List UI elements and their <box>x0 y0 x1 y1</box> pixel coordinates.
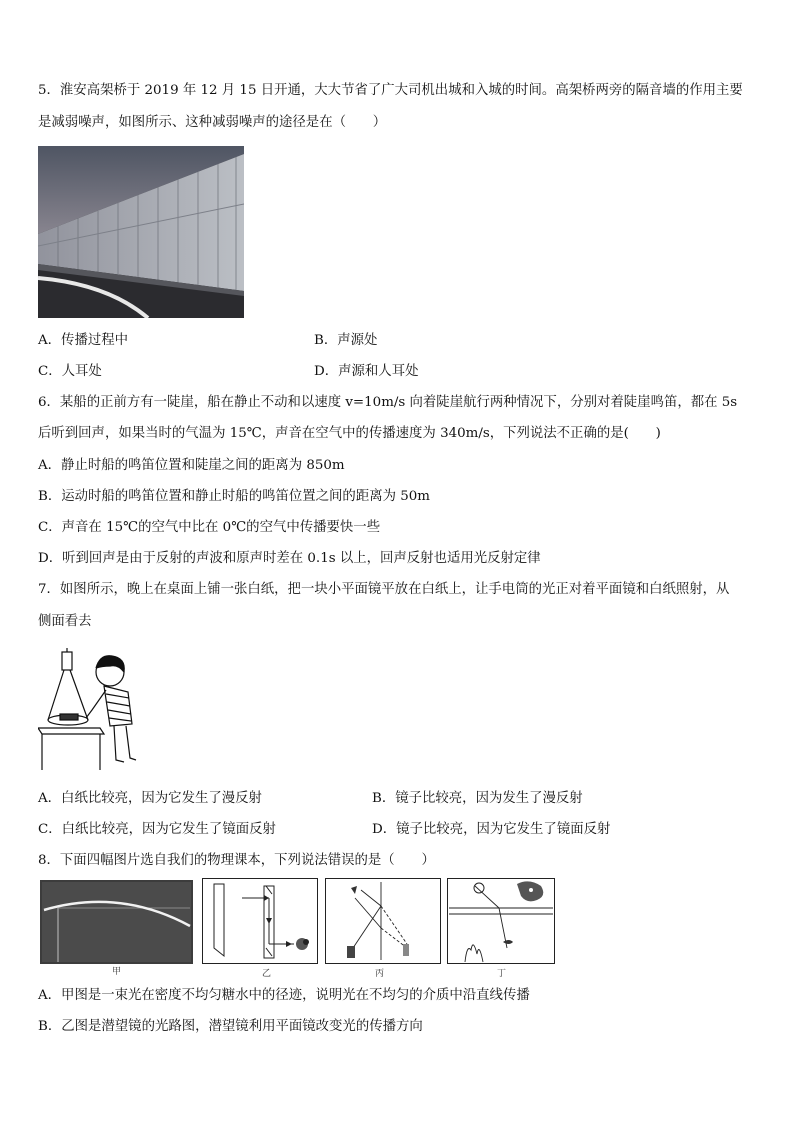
q5-option-b[interactable]: B．声源处 <box>314 333 378 348</box>
q6-option-a[interactable]: A．静止时船的鸣笛位置和陡崖之间的距离为 850m <box>38 458 345 473</box>
q5-option-d[interactable]: D．声源和人耳处 <box>314 364 419 379</box>
figure-jia-caption: 甲 <box>112 967 122 977</box>
q6-stem-line2: 后听到回声，如果当时的气温为 15℃，声音在空气中的传播速度为 340m/s，下列说法不正确的是( ) <box>38 426 661 441</box>
q6-option-b[interactable]: B．运动时船的鸣笛位置和静止时船的鸣笛位置之间的距离为 50m <box>38 489 430 504</box>
q8-option-a[interactable]: A．甲图是一束光在密度不均匀糖水中的径迹，说明光在不均匀的介质中沿直线传播 <box>38 988 530 1003</box>
figure-bing-reflection <box>325 878 441 964</box>
q6-option-c[interactable]: C．声音在 15℃的空气中比在 0℃的空气中传播要快一些 <box>38 520 381 535</box>
q5-option-c[interactable]: C．人耳处 <box>38 364 102 379</box>
q6-stem-line1: 6．某船的正前方有一陡崖，船在静止不动和以速度 v=10m/s 向着陡崖航行两种情况下，分别对着陡崖鸣笛，都在 5s <box>38 395 738 410</box>
q7-option-c[interactable]: C．白纸比较亮，因为它发生了镜面反射 <box>38 822 276 837</box>
q8-stem-line1: 8．下面四幅图片选自我们的物理课本，下列说法错误的是（ ） <box>38 853 435 868</box>
figure-yi-caption: 乙 <box>262 969 272 979</box>
q5-stem-line1: 5．淮安高架桥于 2019 年 12 月 15 日开通，大大节省了广大司机出城和入城的时间。高架桥两旁的隔音墙的作用主要 <box>38 83 743 98</box>
figure-yi-periscope <box>202 878 318 964</box>
noise-barrier-photo <box>38 146 244 318</box>
figure-jia-light-in-sugar-water <box>40 880 193 964</box>
figure-ding-refraction <box>447 878 555 964</box>
q6-option-d[interactable]: D．听到回声是由于反射的声波和原声时差在 0.1s 以上，回声反射也适用光反射定律 <box>38 551 541 566</box>
q8-option-b[interactable]: B．乙图是潜望镜的光路图，潜望镜利用平面镜改变光的传播方向 <box>38 1019 423 1034</box>
q7-option-b[interactable]: B．镜子比较亮，因为发生了漫反射 <box>372 791 583 806</box>
q7-option-a[interactable]: A．白纸比较亮，因为它发生了漫反射 <box>38 791 262 806</box>
q5-option-a[interactable]: A．传播过程中 <box>38 333 129 348</box>
q7-option-d[interactable]: D．镜子比较亮，因为它发生了镜面反射 <box>372 822 611 837</box>
figure-bing-caption: 丙 <box>375 969 385 979</box>
q7-stem-line2: 侧面看去 <box>38 614 92 629</box>
flashlight-mirror-illustration <box>38 648 138 772</box>
q7-stem-line1: 7．如图所示，晚上在桌面上铺一张白纸，把一块小平面镜平放在白纸上，让手电筒的光正对着平面镜和白纸照射，从 <box>38 582 730 597</box>
figure-ding-caption: 丁 <box>497 969 507 979</box>
q5-stem-line2: 是减弱噪声，如图所示、这种减弱噪声的途径是在（ ） <box>38 115 387 130</box>
